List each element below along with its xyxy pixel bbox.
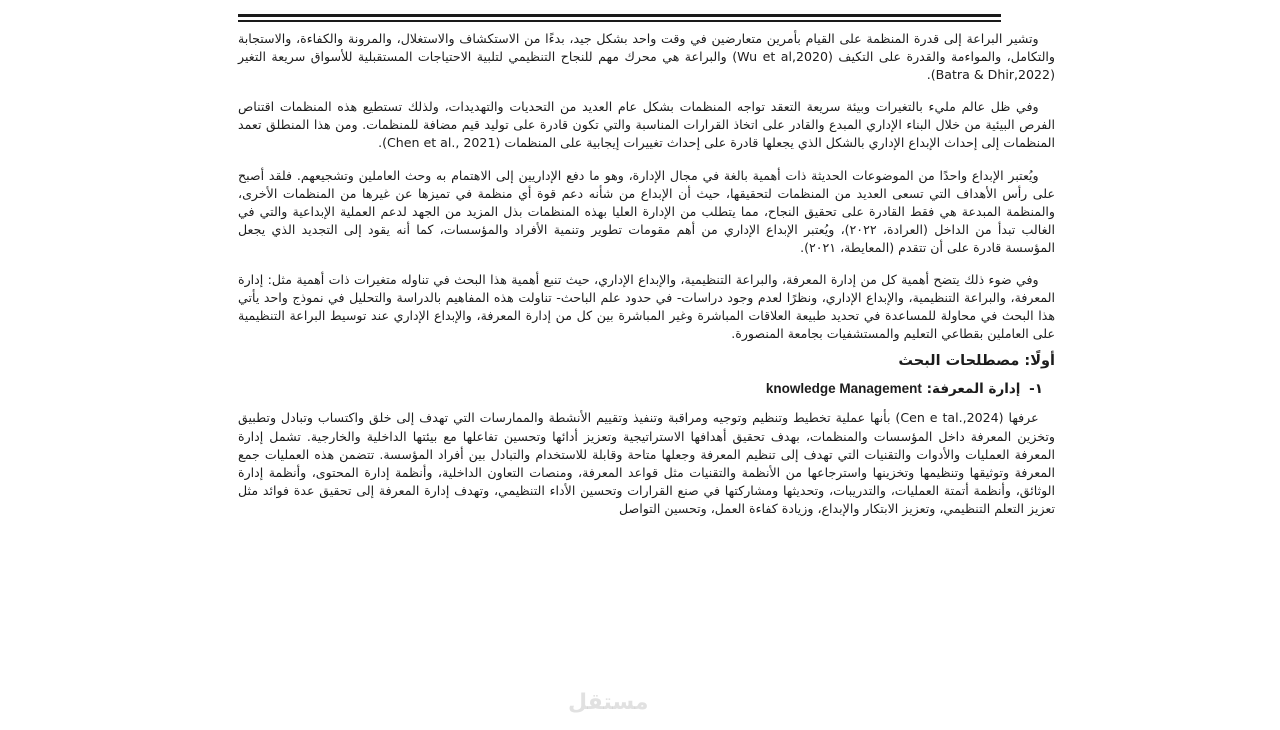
paragraph-ambidexterity: وتشير البراعة إلى قدرة المنظمة على القيام بأمرين متعارضين في وقت واحد بشكل جيد، بدءًا من الاستكشاف والاستغلال، والمرونة والكفاءة، والاستجابة والتكامل، والمواءمة والقدرة على التكيف (Wu et al,2020) والبراعة هي محرك مهم للنجاح التنظيمي لتلبية الاحتياجات المستقبلية للأسواق سريعة التغير (Batra & Dhir,2022). (238, 31, 1056, 83)
paragraph-changing-world: وفي ظل عالم مليء بالتغيرات وبيئة سريعة التعقد تواجه المنظمات بشكل عام العديد من التحديات والتهديدات، ولذلك تستطيع هذه المنظمات اقتناص الفرص البيئية من خلال البناء الإداري المبدع والقادر على اتخاذ القرارات المناسبة والتي تكون قادرة على توليد قيم مضافة للمنظمات. ومن هذا المنطلق تعمد المنظمات إلى إحداث الإبداع الإداري بالشكل الذي يجعلها قادرة على إحداث تغييرات إيجابية على المنظمات (Chen et al., 2021). (238, 99, 1055, 151)
subsection-heading (238, 379, 1055, 399)
subsection-number: ١- (1029, 381, 1043, 398)
document-body (238, 30, 1055, 518)
paragraph-innovation: ويُعتبر الإبداع واحدًا من الموضوعات الحديثة ذات أهمية بالغة في مجال الإدارة، وهو ما دفع الإداريين إلى الاهتمام به وحث العاملين وتشجيعهم. فلقد أصبح على رأس الأهداف التي تسعى العديد من المنظمات لتحقيقها، حيث أن الإبداع من شأنه دعم قوة أي منظمة في تميزها عن غيرها من المنظمات الأخرى، والمنظمة المبدعة هي فقط القادرة على تحقيق النجاح، مما يتطلب من الإدارة العليا بهذه المنظمات بذل المزيد من الجهد لدعم العملية الإبداعية والتي في الغالب تبدأ من الداخل (العرادة، ٢٠٢٢)، ويُعتبر الإبداع الإداري من أهم مقومات تطوير وتنمية الأفراد والمؤسسات، كما أنه يقود إلى التجديد الذي يجعل المؤسسة قادرة على أن تتقدم (المعايطة، ٢٠٢١). (238, 167, 1055, 255)
subsection-title-arabic: إدارة المعرفة: (926, 381, 1021, 398)
header-rule-bottom (238, 20, 1001, 22)
watermark-logo: مستقل (568, 690, 649, 715)
paragraph-km-definition: عرفها (Cen e tal.,2024) بأنها عملية تخطيط وتنظيم وتوجيه ومراقبة وتنفيذ وتقييم الأنشطة والممارسات التي تهدف إلى خلق واكتساب وتبادل وتطبيق وتخزين المعرفة داخل المؤسسات والمنظمات، بهدف تحقيق أهدافها الاستراتيجية وتعزيز أدائها وتحسين تفاعلها مع بيئتها الداخلية والخارجية. تشمل إدارة المعرفة العمليات والأدوات والتقنيات التي تهدف إلى تنظيم المعرفة وجعلها متاحة وقابلة للاستخدام والتبادل بين أفراد المؤسسة. تتضمن هذه العمليات جمع المعرفة وتوثيقها وتنظيمها وتخزينها واسترجاعها من الأنظمة والتقنيات مثل قواعد المعرفة، ومنصات التعاون الداخلية، وأنظمة إدارة المحتوى، وأنظمة إدارة الوثائق، وأنظمة أتمتة العمليات، والتدريبات، وتحديثها ومشاركتها في صنع القرارات وتحسين الأداء التنظيمي، وتهدف إدارة المعرفة إلى تحقيق عدة فوائد مثل تعزيز التعلم التنظيمي، وتعزيز الابتكار والإبداع، وزيادة كفاءة العمل، وتحسين التواصل (238, 410, 1055, 516)
header-rule-top (238, 14, 1001, 17)
subsection-title-english: knowledge Management (765, 381, 922, 397)
paragraph-research-importance: وفي ضوء ذلك يتضح أهمية كل من إدارة المعرفة، والبراعة التنظيمية، والإبداع الإداري، حيث تنبع أهمية هذا البحث في تناوله متغيرات ذات أهمية مثل: إدارة المعرفة، والبراعة التنظيمية، والإبداع الإداري، ونظرًا لعدم وجود دراسات- في حدود علم الباحث- تناولت هذه المفاهيم بالدراسة والتحليل في نموذج واحد يأتي هذا البحث في محاولة للمساعدة في تحديد طبيعة العلاقات المباشرة وغير المباشرة بين كل من إدارة المعرفة، والإبداع الإداري عند توسيط البراعة التنظيمية على العاملين بقطاعي التعليم والمستشفيات بجامعة المنصورة. (238, 272, 1055, 342)
section-heading: أولًا: مصطلحات البحث (898, 353, 1055, 370)
